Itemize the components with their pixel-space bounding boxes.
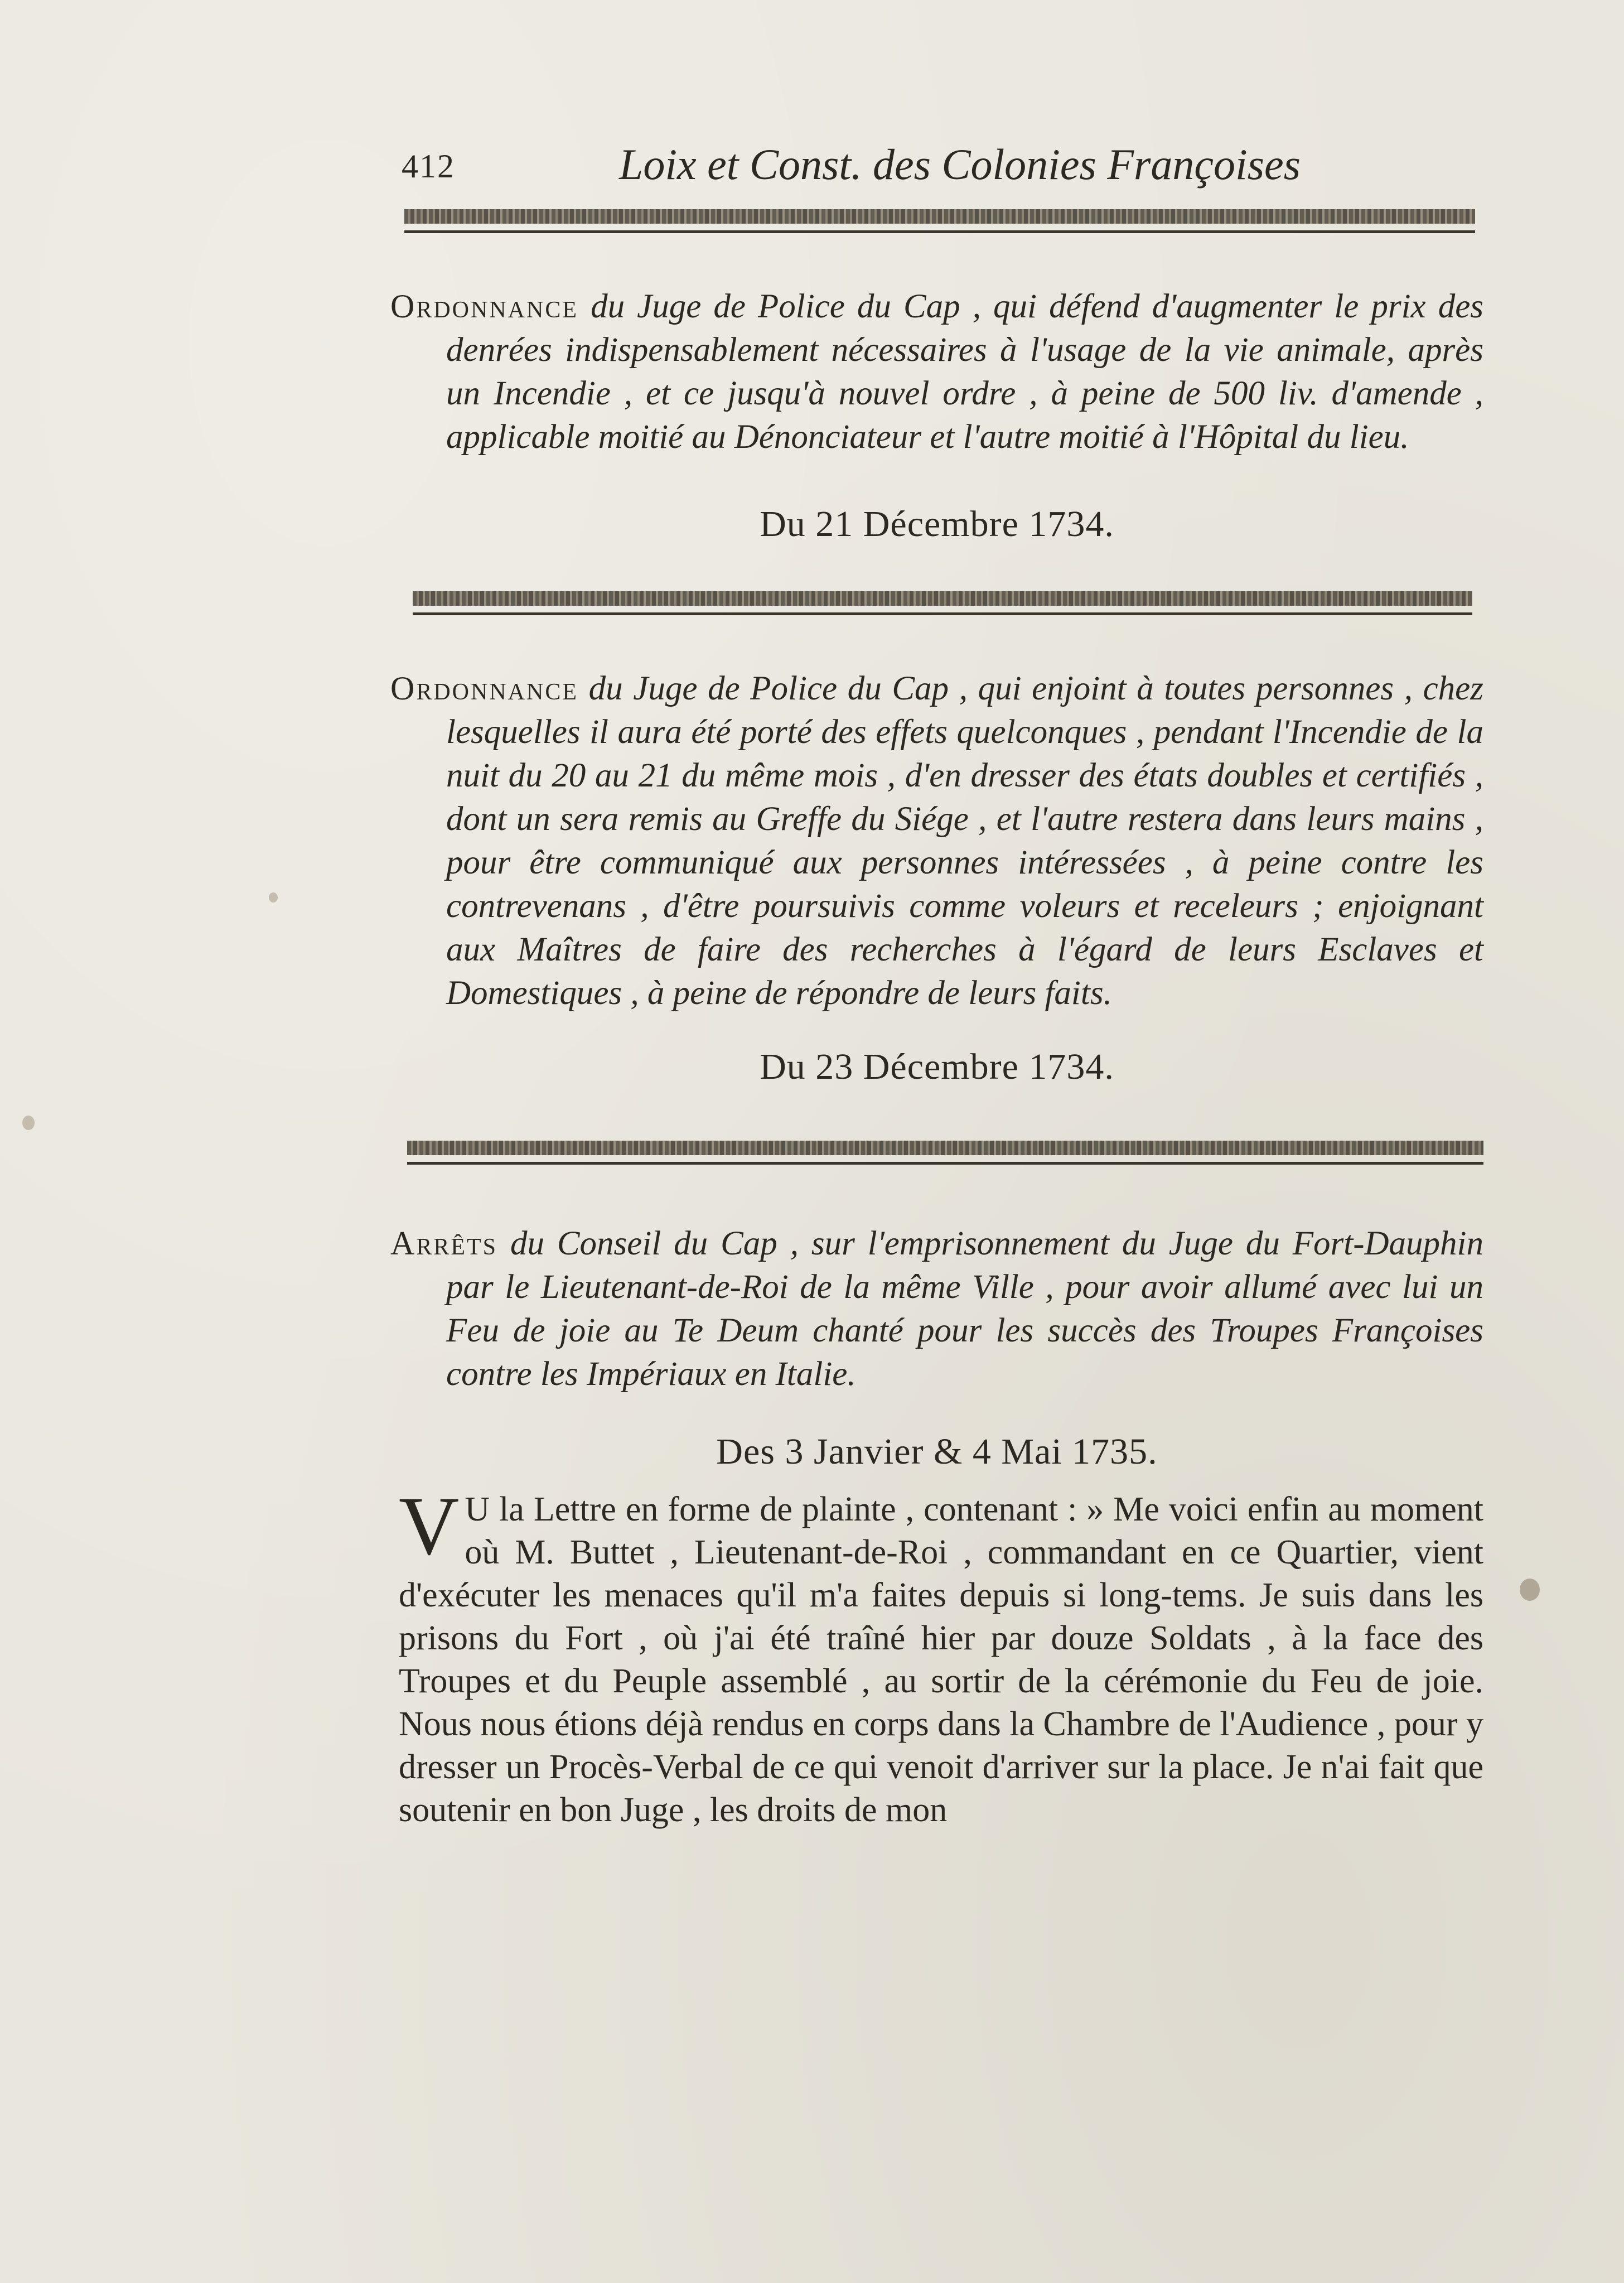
body-text: U la Lettre en forme de plainte , contenant : » Me voici enfin au moment où M. Buttet , Lieutenant-de-Roi , commandant en ce Quartier, vient d'exécuter les menaces qu'il m'a faites depuis si long-tems. Je suis dans les prisons du Fort , où j'ai été traîné hier par douze Soldats , à la face des Troupes et du Peuple assemblé , au sortir de la cérémonie du Feu de joie. Nous nous étions déjà rendus en corps dans la Chambre de l'Audience , pour y dresser un Procès-Verbal de ce qui venoit d'arriver sur la place. Je n'ai fait que soutenir en bon Juge , les droits de mon bbox=[399, 1490, 1483, 1829]
entry-summary bbox=[390, 284, 1483, 459]
entry-date: Des 3 Janvier & 4 Mai 1735. bbox=[716, 1431, 1158, 1472]
entry-summary-text: du Juge de Police du Cap , qui défend d'augmenter le prix des denrées indispensablement nécessaires à l'usage de la vie animale, après un Incendie , et ce jusqu'à nouvel ordre , à peine de 500 liv. d'amende , applicable moitié au Dénonciateur et l'autre moitié à l'Hôpital du lieu. bbox=[446, 288, 1484, 456]
paper-stain bbox=[1520, 1579, 1540, 1601]
running-head bbox=[402, 139, 1489, 190]
paper-stain bbox=[269, 892, 278, 902]
entry-lead: Ordonnance bbox=[390, 288, 578, 325]
page-number: 412 bbox=[402, 148, 455, 185]
drop-cap: V bbox=[399, 1480, 460, 1572]
entry-date: Du 23 Décembre 1734. bbox=[760, 1046, 1114, 1087]
ornamental-rule bbox=[413, 591, 1472, 618]
entry-summary-text: du Juge de Police du Cap , qui enjoint à toutes personnes , chez lesquelles il aura été porté des effets quelconques , pendant l'Incendie de la nuit du 20 au 21 du même mois , d'en dresser des états doubles et certifiés , dont un sera remis au Greffe du Siége , et l'autre restera dans leurs mains , pour être communiqué aux personnes intéressées , à peine contre les contrevenans , d'être poursuivis comme voleurs et receleurs ; enjoignant aux Maîtres de faire des recherches à l'égard de leurs Esclaves et Domestiques , à peine de répondre de leurs faits. bbox=[446, 670, 1483, 1012]
ornamental-rule bbox=[407, 1141, 1483, 1167]
ornamental-rule bbox=[404, 209, 1475, 236]
entry-lead: Arrêts bbox=[390, 1225, 498, 1262]
entry-lead: Ordonnance bbox=[390, 670, 578, 707]
paper-stain bbox=[22, 1116, 35, 1130]
body-paragraph bbox=[399, 1480, 1483, 1832]
entry-summary-text: du Conseil du Cap , sur l'emprisonnement du Juge du Fort-Dauphin par le Lieutenant-de-Roi de la même Ville , pour avoir allumé avec lui un Feu de joie au Te Deum chanté pour les succès des Troupes Françoises contre les Impériaux en Italie. bbox=[446, 1225, 1484, 1393]
entry-summary bbox=[390, 1222, 1483, 1396]
running-title: Loix et Const. des Colonies Françoises bbox=[619, 140, 1301, 189]
entry-date: Du 21 Décembre 1734. bbox=[760, 504, 1114, 544]
entry-summary bbox=[390, 667, 1483, 1015]
